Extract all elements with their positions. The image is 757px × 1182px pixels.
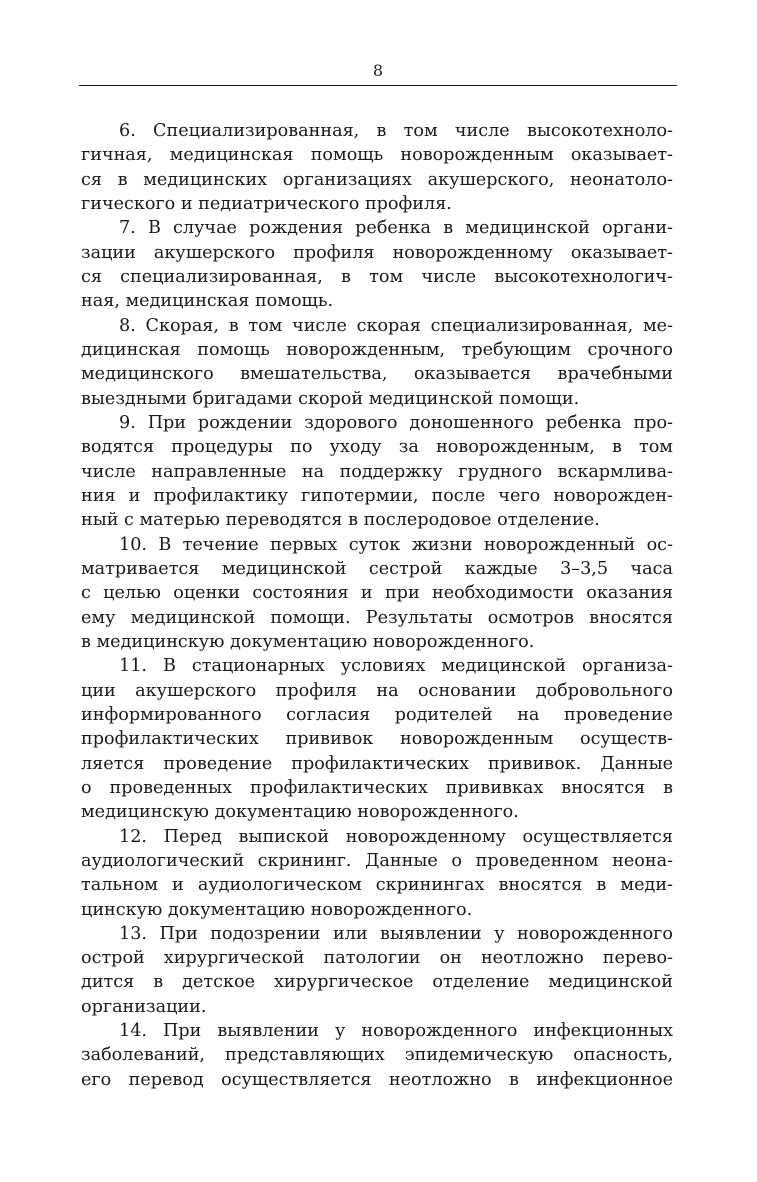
text-line: ная, медицинская помощь.	[81, 291, 334, 312]
text-line: 10. В течение первых суток жизни новорожденный ос-	[119, 534, 673, 555]
paragraph-item-9	[81, 411, 673, 533]
paragraph-item-14	[81, 1019, 673, 1092]
text-line: гического и педиатрического профиля.	[81, 193, 452, 214]
text-line: матривается медицинской сестрой каждые 3–3,5 часа	[81, 558, 673, 579]
text-line: 6. Специализированная, в том числе высокотехноло-	[119, 121, 673, 141]
text-line: 11. В стационарных условиях медицинской организа-	[119, 656, 673, 677]
text-line: медицинского вмешательства, оказывается врачебными	[81, 364, 673, 385]
text-line: организации.	[81, 996, 207, 1017]
text-line: о проведенных профилактических прививках вносятся в	[81, 777, 673, 798]
text-line: ный с матерью переводятся в послеродовое отделение.	[81, 510, 600, 531]
paragraph-item-12	[81, 825, 673, 922]
text-line: с целью оценки состояния и при необходимости оказания	[81, 583, 673, 604]
text-line: 9. При рождении здорового доношенного ребенка про-	[119, 412, 673, 433]
page-number: 8	[372, 61, 384, 80]
text-line: 14. При выявлении у новорожденного инфекционных	[119, 1021, 673, 1042]
text-line: тальном и аудиологическом скринингах вносятся в меди-	[81, 875, 673, 896]
text-line: информированного согласия родителей на проведение	[81, 704, 673, 725]
text-line: ния и профилактику гипотермии, после чего новорожден-	[81, 485, 673, 506]
text-line: ему медицинской помощи. Результаты осмотров вносятся	[81, 607, 673, 628]
text-line: зации акушерского профиля новорожденному оказывает-	[81, 242, 673, 263]
text-line: водятся процедуры по уходу за новорожденным, в том	[81, 437, 673, 458]
text-line: числе направленные на поддержку грудного вскармлива-	[81, 461, 673, 482]
text-line: аудиологический скрининг. Данные о проведенном неона-	[81, 850, 673, 871]
text-line: дицинская помощь новорожденным, требующим срочного	[81, 339, 673, 360]
text-line: ции акушерского профиля на основании добровольного	[81, 680, 673, 701]
paragraph-item-7	[81, 216, 673, 313]
paragraph-item-11	[81, 654, 673, 824]
text-line: ся в медицинских организациях акушерского, неонатоло-	[81, 169, 673, 190]
text-line: его перевод осуществляется неотложно в инфекционное	[81, 1069, 673, 1090]
body-text	[81, 119, 673, 1092]
text-line: дится в детское хирургическое отделение медицинской	[81, 972, 673, 993]
text-line: цинскую документацию новорожденного.	[81, 899, 473, 920]
text-line: профилактических прививок новорожденным осуществ-	[81, 729, 673, 750]
text-line: острой хирургической патологии он неотложно перево-	[81, 948, 673, 969]
paragraph-item-8	[81, 314, 673, 411]
paragraph-item-13	[81, 922, 673, 1019]
paragraph-item-6	[81, 119, 673, 216]
text-line: 13. При подозрении или выявлении у новорожденного	[119, 923, 673, 944]
text-line: 8. Скорая, в том числе скорая специализированная, ме-	[119, 315, 673, 336]
text-line: заболеваний, представляющих эпидемическую опасность,	[81, 1045, 673, 1066]
text-line: ся специализированная, в том числе высокотехнологич-	[81, 266, 673, 287]
text-line: в медицинскую документацию новорожденного.	[81, 631, 535, 652]
text-line: 12. Перед выпиской новорожденному осуществляется	[119, 826, 673, 847]
text-line: ляется проведение профилактических прививок. Данные	[81, 753, 673, 774]
text-line: выездными бригадами скорой медицинской помощи.	[81, 388, 580, 409]
page-header	[79, 58, 677, 86]
paragraph-item-10	[81, 533, 673, 655]
text-line: 7. В случае рождения ребенка в медицинской органи-	[119, 218, 673, 239]
text-line: гичная, медицинская помощь новорожденным оказывает-	[81, 145, 673, 166]
text-line: медицинскую документацию новорожденного.	[81, 802, 519, 823]
